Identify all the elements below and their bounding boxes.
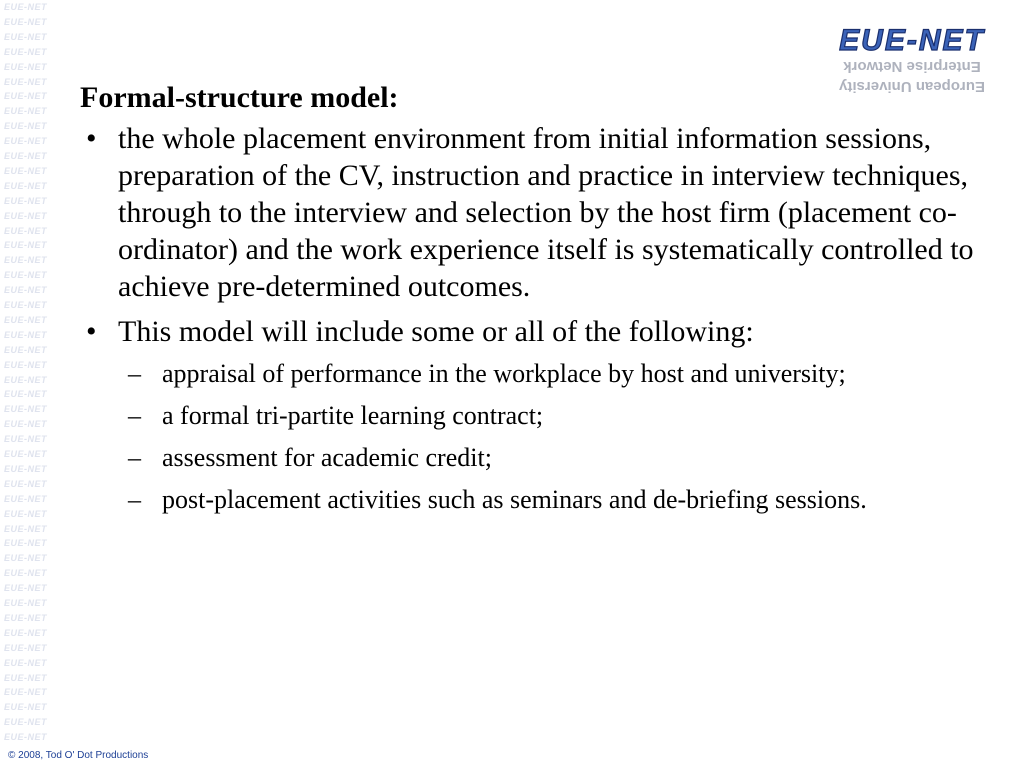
sub-list [80, 358, 980, 516]
watermark-logo: EUE-NET [4, 61, 48, 72]
bullet-mark: • [86, 122, 97, 155]
watermark-logo: EUE-NET [4, 419, 48, 430]
sub-item-text: assessment for academic credit; [162, 443, 492, 472]
copyright-footer: © 2008, Tod O' Dot Productions [8, 750, 149, 761]
bullet-item [80, 120, 980, 305]
watermark-logo: EUE-NET [4, 642, 48, 653]
dash-mark: – [128, 485, 141, 514]
watermark-logo: EUE-NET [4, 255, 48, 266]
dash-mark: – [128, 443, 141, 472]
watermark-logo: EUE-NET [4, 225, 48, 236]
watermark-logo: EUE-NET [4, 478, 48, 489]
watermark-logo: EUE-NET [4, 151, 48, 161]
watermark-logo: EUE-NET [4, 583, 48, 594]
watermark-logo: EUE-NET [4, 702, 48, 713]
watermark-logo: EUE-NET [4, 732, 48, 743]
watermark-logo: EUE-NET [4, 16, 48, 27]
watermark-logo: EUE-NET [4, 165, 48, 176]
sub-item-text: appraisal of performance in the workplace by host and university; [162, 359, 846, 388]
watermark-logo: EUE-NET [4, 627, 48, 638]
watermark-logo: EUE-NET [4, 76, 48, 87]
watermark-strip [0, 0, 64, 748]
watermark-logo: EUE-NET [4, 508, 48, 519]
slide-content [80, 80, 980, 526]
watermark-logo: EUE-NET [4, 180, 48, 191]
watermark-logo: EUE-NET [4, 553, 48, 564]
bullet-text: the whole placement environment from initial information sessions, preparation of the CV, instruction and practice in interview techniques, through to the interview and selection by the host firm (placement co-ordinator) and the work experience itself is systematically controlled to achieve pre-determined outcomes. [118, 122, 974, 303]
watermark-logo: EUE-NET [4, 270, 48, 281]
sub-item-text: a formal tri-partite learning contract; [162, 401, 544, 430]
watermark-logo: EUE-NET [4, 344, 48, 355]
watermark-logo: EUE-NET [4, 612, 48, 623]
watermark-logo: EUE-NET [4, 195, 48, 206]
watermark-logo: EUE-NET [4, 240, 48, 251]
watermark-logo: EUE-NET [4, 538, 48, 549]
sub-item [80, 484, 980, 516]
watermark-logo: EUE-NET [4, 672, 48, 683]
logo-subtitle-line2: European University [839, 78, 985, 95]
watermark-logo: EUE-NET [4, 523, 48, 534]
watermark-logo: EUE-NET [4, 389, 48, 400]
watermark-logo: EUE-NET [4, 314, 48, 325]
bullet-item [80, 313, 980, 350]
watermark-logo: EUE-NET [4, 657, 48, 668]
slide-title: Formal-structure model: [80, 81, 399, 114]
watermark-logo: EUE-NET [4, 449, 48, 459]
watermark-logo: EUE-NET [4, 434, 48, 445]
watermark-logo: EUE-NET [4, 687, 48, 698]
watermark-logo: EUE-NET [4, 717, 48, 728]
watermark-logo: EUE-NET [4, 2, 48, 12]
watermark-logo: EUE-NET [4, 46, 48, 57]
watermark-logo: EUE-NET [4, 300, 48, 310]
watermark-logo: EUE-NET [4, 568, 48, 579]
logo-wordmark-graphic [822, 24, 1002, 58]
watermark-logo: EUE-NET [4, 493, 48, 504]
watermark-logo: EUE-NET [4, 374, 48, 385]
dash-mark: – [128, 401, 141, 430]
watermark-logo: EUE-NET [4, 329, 48, 340]
logo-wordmark: EUE-NET [839, 24, 985, 57]
watermark-logo: EUE-NET [4, 136, 48, 147]
watermark-logo: EUE-NET [4, 106, 48, 117]
logo-subtitle-line1: Enterprise Network [843, 58, 981, 75]
watermark-logo: EUE-NET [4, 359, 48, 370]
sub-item [80, 400, 980, 432]
sub-item [80, 442, 980, 474]
watermark-logo: EUE-NET [4, 91, 48, 102]
watermark-logo: EUE-NET [4, 404, 48, 415]
watermark-logo: EUE-NET [4, 285, 48, 296]
sub-item-text: post-placement activities such as seminars and de-briefing sessions. [162, 485, 867, 514]
watermark-logo: EUE-NET [4, 121, 48, 132]
bullet-text: This model will include some or all of the following: [118, 315, 754, 348]
dash-mark: – [128, 359, 141, 388]
watermark-logo: EUE-NET [4, 31, 48, 42]
watermark-logo: EUE-NET [4, 210, 48, 221]
bullet-mark: • [86, 315, 97, 348]
watermark-logo: EUE-NET [4, 463, 48, 474]
watermark-logo: EUE-NET [4, 598, 48, 608]
sub-item [80, 358, 980, 390]
